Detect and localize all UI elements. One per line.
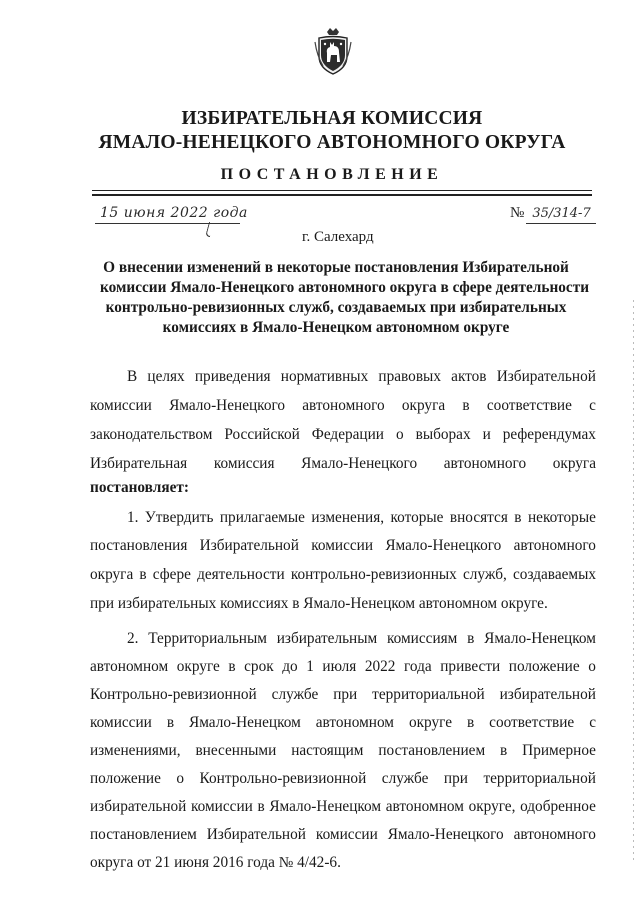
city: г. Салехард — [302, 229, 374, 245]
handwriting-stroke — [205, 222, 214, 237]
body-line: комиссии в Ямало-Ненецком автономном округе в соответствие с — [90, 714, 596, 731]
number-value: 35/314-7 — [532, 206, 591, 221]
body-line: постановлением Избирательной комиссии Ямало-Ненецкого автономного — [90, 826, 596, 843]
document-type: ПОСТАНОВЛЕНИЕ — [220, 166, 444, 183]
document-date: 15 июня 2022 года — [100, 205, 248, 221]
body-line: изменениями, внесенными настоящим постановлением в Примерное — [90, 742, 596, 759]
body-line: округа в сфере деятельности контрольно-ревизионных служб, создаваемых — [90, 566, 596, 583]
document-title — [100, 258, 590, 338]
resolves-keyword: постановляет: — [90, 479, 189, 496]
document-number — [510, 204, 591, 222]
body-line: при избирательных комиссиях в Ямало-Ненецком автономном округе. — [90, 595, 548, 612]
body-line: округа от 21 июня 2016 года № 4/42-6. — [90, 854, 341, 871]
body-line: избирательной комиссии в Ямало-Ненецком автономном округе, одобренное — [90, 798, 596, 815]
scan-edge-artifact — [633, 300, 634, 860]
body-line: постановления Избирательной комиссии Ямало-Ненецкого автономного — [90, 537, 596, 554]
body-line: законодательством Российской Федерации о выборах и референдумах — [90, 426, 596, 443]
number-sign: № — [510, 205, 525, 221]
body-line: автономном округе в срок до 1 июля 2022 года привести положение о — [90, 658, 596, 675]
body-line: Контрольно-ревизионной службе при территориальной избирательной — [90, 686, 596, 703]
title-line: О внесении изменений в некоторые постановления Избирательной — [103, 259, 569, 276]
body-line: 1. Утвердить прилагаемые изменения, которые вносятся в некоторые — [127, 509, 596, 526]
number-underline — [526, 223, 596, 224]
date-underline — [95, 223, 240, 224]
org-name-line2: ЯМАЛО-НЕНЕЦКОГО АВТОНОМНОГО ОКРУГА — [98, 132, 566, 153]
title-line: комиссии Ямало-Ненецкого автономного округа в сфере деятельности — [100, 279, 590, 296]
body-line: В целях приведения нормативных правовых актов Избирательной — [127, 368, 596, 385]
divider-thick — [92, 194, 592, 196]
body-line: Избирательная комиссия Ямало-Ненецкого автономного округа — [90, 455, 596, 472]
body-line: 2. Территориальным избирательным комиссиям в Ямало-Ненецком — [127, 630, 596, 647]
title-line: комиссиях в Ямало-Ненецком автономном округе — [162, 319, 510, 336]
title-line: контрольно-ревизионных служб, создаваемых при избирательных — [105, 299, 567, 316]
body-line: положение о Контрольно-ревизионной службе при территориальной — [90, 770, 596, 787]
body-line: комиссии Ямало-Ненецкого автономного округа в соответствие с — [90, 397, 596, 414]
coat-of-arms-icon — [313, 26, 353, 76]
org-name-line1: ИЗБИРАТЕЛЬНАЯ КОМИССИЯ — [181, 108, 483, 129]
divider-thin — [92, 190, 592, 191]
